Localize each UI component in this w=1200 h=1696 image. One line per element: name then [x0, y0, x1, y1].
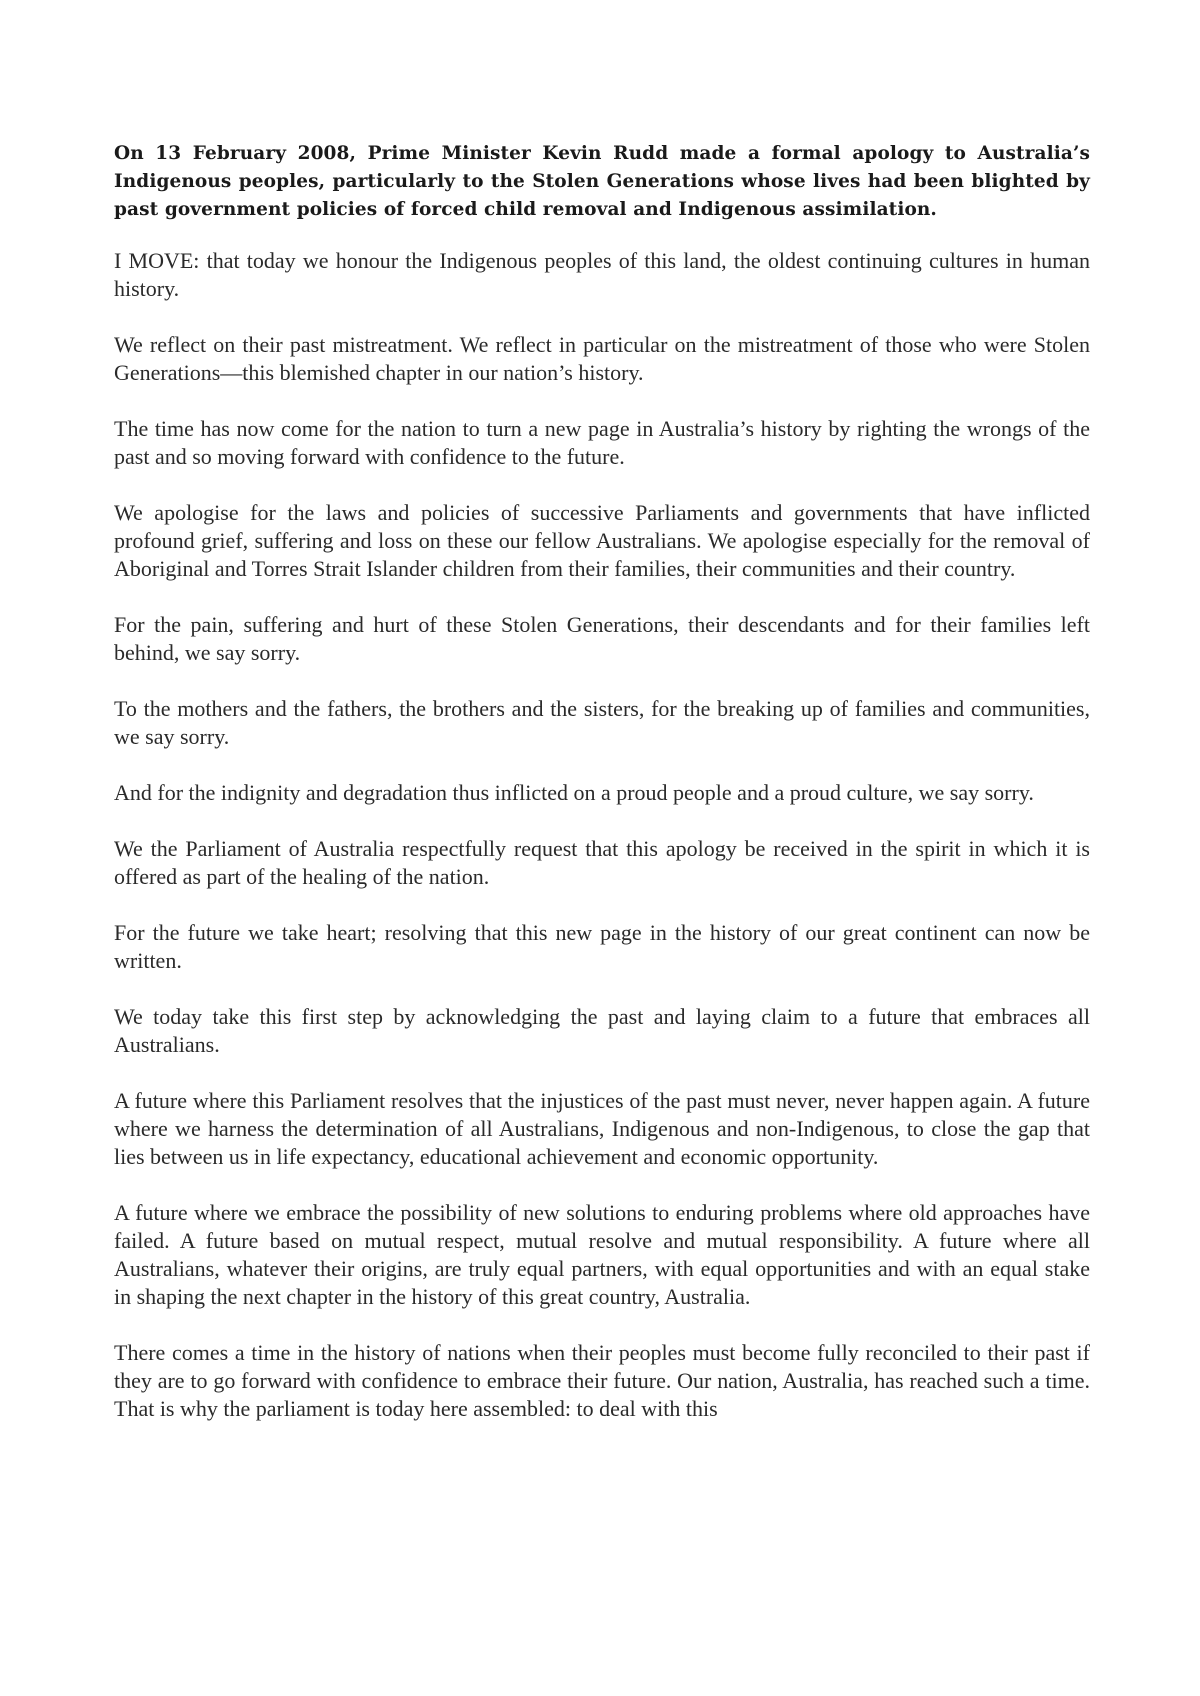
paragraph-1: I MOVE: that today we honour the Indigenous peoples of this land, the oldest continuing cultures in human history.	[114, 248, 1090, 301]
paragraph-11: A future where this Parliament resolves that the injustices of the past must never, never happen again. A future where we harness the determination of all Australians, Indigenous and non-Indigenous, to close the gap that lies between us in life expectancy, educational achievement and economic opportunity.	[114, 1088, 1090, 1169]
paragraph-8: We the Parliament of Australia respectfully request that this apology be received in the spirit in which it is offered as part of the healing of the nation.	[114, 836, 1090, 889]
paragraph-2: We reflect on their past mistreatment. We reflect in particular on the mistreatment of those who were Stolen Generations—this blemished chapter in our nation’s history.	[114, 332, 1090, 385]
document-body	[114, 140, 1090, 1451]
paragraph-10: We today take this first step by acknowledging the past and laying claim to a future that embraces all Australians.	[114, 1004, 1090, 1057]
paragraph-5: For the pain, suffering and hurt of these Stolen Generations, their descendants and for their families left behind, we say sorry.	[114, 612, 1090, 665]
intro-paragraph: On 13 February 2008, Prime Minister Kevin Rudd made a formal apology to Australia’s Indigenous peoples, particularly to the Stolen Generations whose lives had been blighted by past government policies of forced child removal and Indigenous assimilation.	[114, 143, 1090, 220]
paragraph-7: And for the indignity and degradation thus inflicted on a proud people and a proud culture, we say sorry.	[114, 780, 1034, 805]
paragraph-13: There comes a time in the history of nations when their peoples must become fully reconciled to their past if they are to go forward with confidence to embrace their future. Our nation, Australia, has reached such a time. That is why the parliament is today here assembled: to deal with this	[114, 1340, 1090, 1421]
paragraph-9: For the future we take heart; resolving that this new page in the history of our great continent can now be written.	[114, 920, 1090, 973]
paragraph-4: We apologise for the laws and policies of successive Parliaments and governments that have inflicted profound grief, suffering and loss on these our fellow Australians. We apologise especially for the removal of Aboriginal and Torres Strait Islander children from their families, their communities and their country.	[114, 500, 1090, 581]
paragraph-3: The time has now come for the nation to turn a new page in Australia’s history by righting the wrongs of the past and so moving forward with confidence to the future.	[114, 416, 1090, 469]
paragraph-12: A future where we embrace the possibility of new solutions to enduring problems where old approaches have failed. A future based on mutual respect, mutual resolve and mutual responsibility. A future where all Australians, whatever their origins, are truly equal partners, with equal opportunities and with an equal stake in shaping the next chapter in the history of this great country, Australia.	[114, 1200, 1090, 1309]
paragraph-6: To the mothers and the fathers, the brothers and the sisters, for the breaking up of families and communities, we say sorry.	[114, 696, 1090, 749]
